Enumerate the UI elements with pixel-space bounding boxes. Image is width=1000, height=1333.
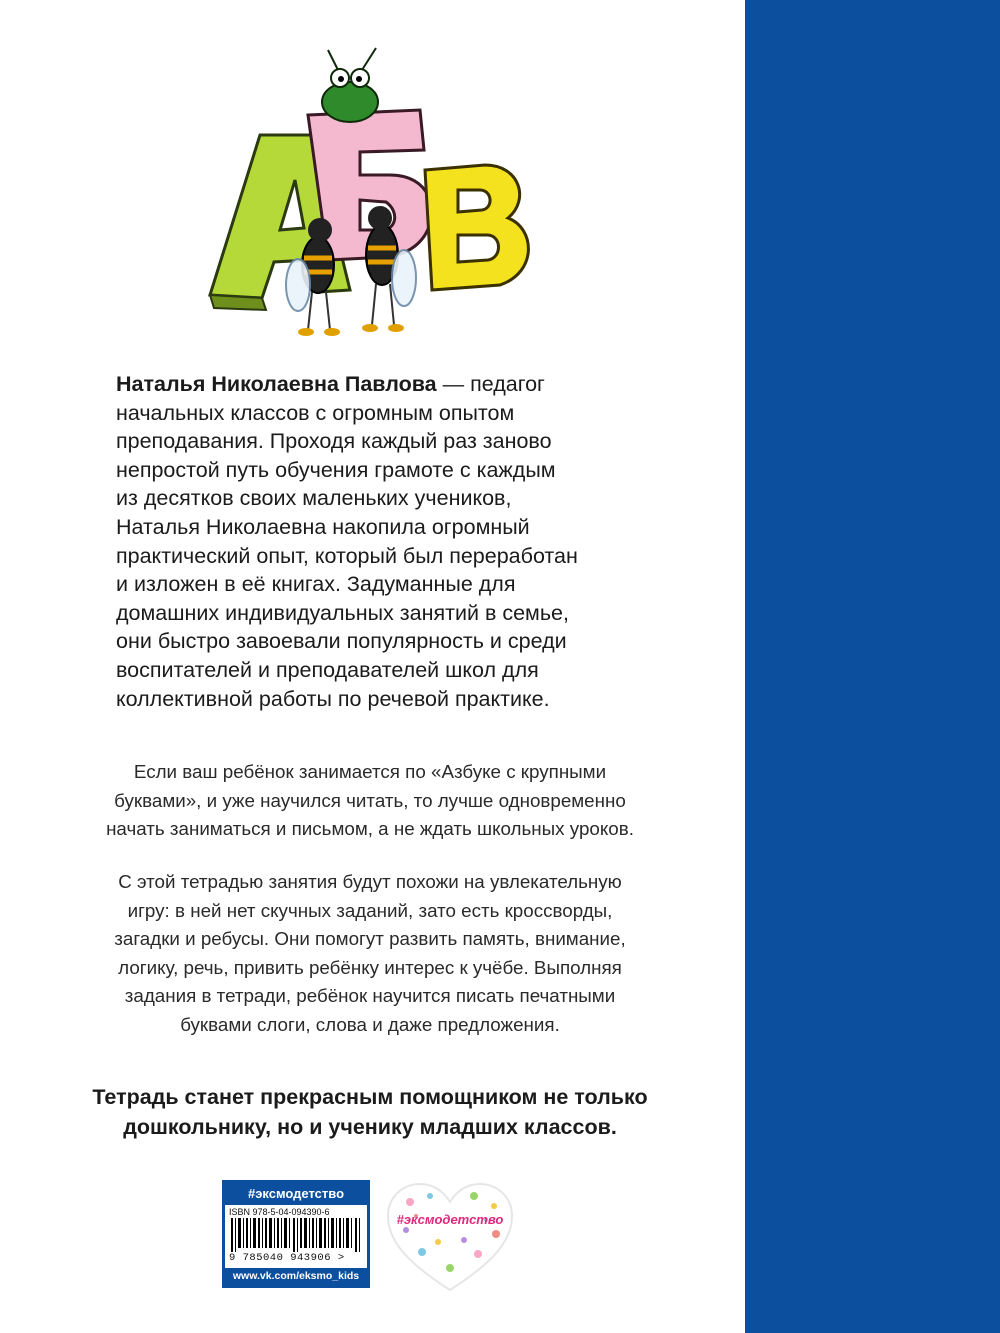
bio-line: коллективной работы по речевой практике.: [116, 686, 550, 711]
heart-badge-icon: [386, 1182, 514, 1294]
bio-line: преподавания. Проходя каждый раз заново: [116, 429, 552, 454]
bio-line: Наталья Николаевна накопила огромный: [116, 514, 530, 539]
author-name: Наталья Николаевна Павлова: [116, 372, 437, 396]
isbn-barcode-block: [222, 1180, 370, 1288]
closing-statement: [60, 1082, 680, 1142]
paragraph-line: Если ваш ребёнок занимается по «Азбуке с крупными: [133, 761, 607, 782]
paragraph-line: С этой тетрадью занятия будут похожи на увлекательную: [118, 871, 622, 892]
bio-line: непростой путь обучения грамоте с каждым: [116, 457, 556, 482]
heart-hashtag: #эксмодетство: [396, 1212, 504, 1227]
isbn-number: ISBN 978-5-04-094390-6: [229, 1207, 330, 1217]
bio-line: из десятков своих маленьких учеников,: [116, 486, 512, 511]
paragraph-line: логику, речь, привить ребёнку интерес к учёбе. Выполняя: [118, 956, 622, 978]
paragraph-line: игру: в ней нет скучных заданий, зато есть кроссворды,: [127, 899, 613, 921]
bio-line: и изложен в её книгах. Задуманные для: [116, 572, 516, 597]
website-link: www.vk.com/eksmo_kids: [225, 1268, 367, 1285]
closing-line: Тетрадь станет прекрасным помощником не только: [92, 1085, 648, 1109]
paragraph-line: буквами», и уже научился читать, то лучше одновременно: [114, 789, 626, 811]
bugs-and-letters-illustration: [200, 40, 540, 350]
beetle-icon: [322, 48, 378, 122]
bio-line: практический опыт, который был переработан: [116, 543, 578, 568]
bio-line: Наталья Николаевна Павлова — педагог: [116, 372, 545, 396]
description-paragraph-1: [60, 758, 680, 844]
paragraph-line: загадки и ребусы. Они помогут развить память, внимание,: [114, 928, 626, 949]
bio-line: они быстро завоевали популярность и среди: [116, 629, 567, 654]
closing-line: дошкольнику, но и ученику младших классов.: [123, 1115, 617, 1139]
letter-v: [425, 165, 528, 290]
hashtag-label: #эксмодетство: [225, 1183, 367, 1205]
barcode-digits: 9 785040 943906 >: [229, 1252, 345, 1264]
paragraph-line: буквами слоги, слова и даже предложения.: [180, 1013, 560, 1035]
book-spine: [745, 0, 1000, 1333]
paragraph-line: начать заниматься и письмом, а не ждать школьных уроков.: [106, 818, 634, 839]
author-bio: [116, 370, 656, 713]
bio-line: воспитателей и преподавателей школ для: [116, 657, 539, 682]
barcode-icon: [229, 1218, 365, 1252]
bio-line: домашних индивидуальных занятий в семье,: [116, 600, 569, 625]
paragraph-line: задания в тетради, ребёнок научится писать печатными: [124, 985, 616, 1006]
description-paragraph-2: [60, 868, 680, 1039]
bio-line: начальных классов с огромным опытом: [116, 400, 515, 425]
